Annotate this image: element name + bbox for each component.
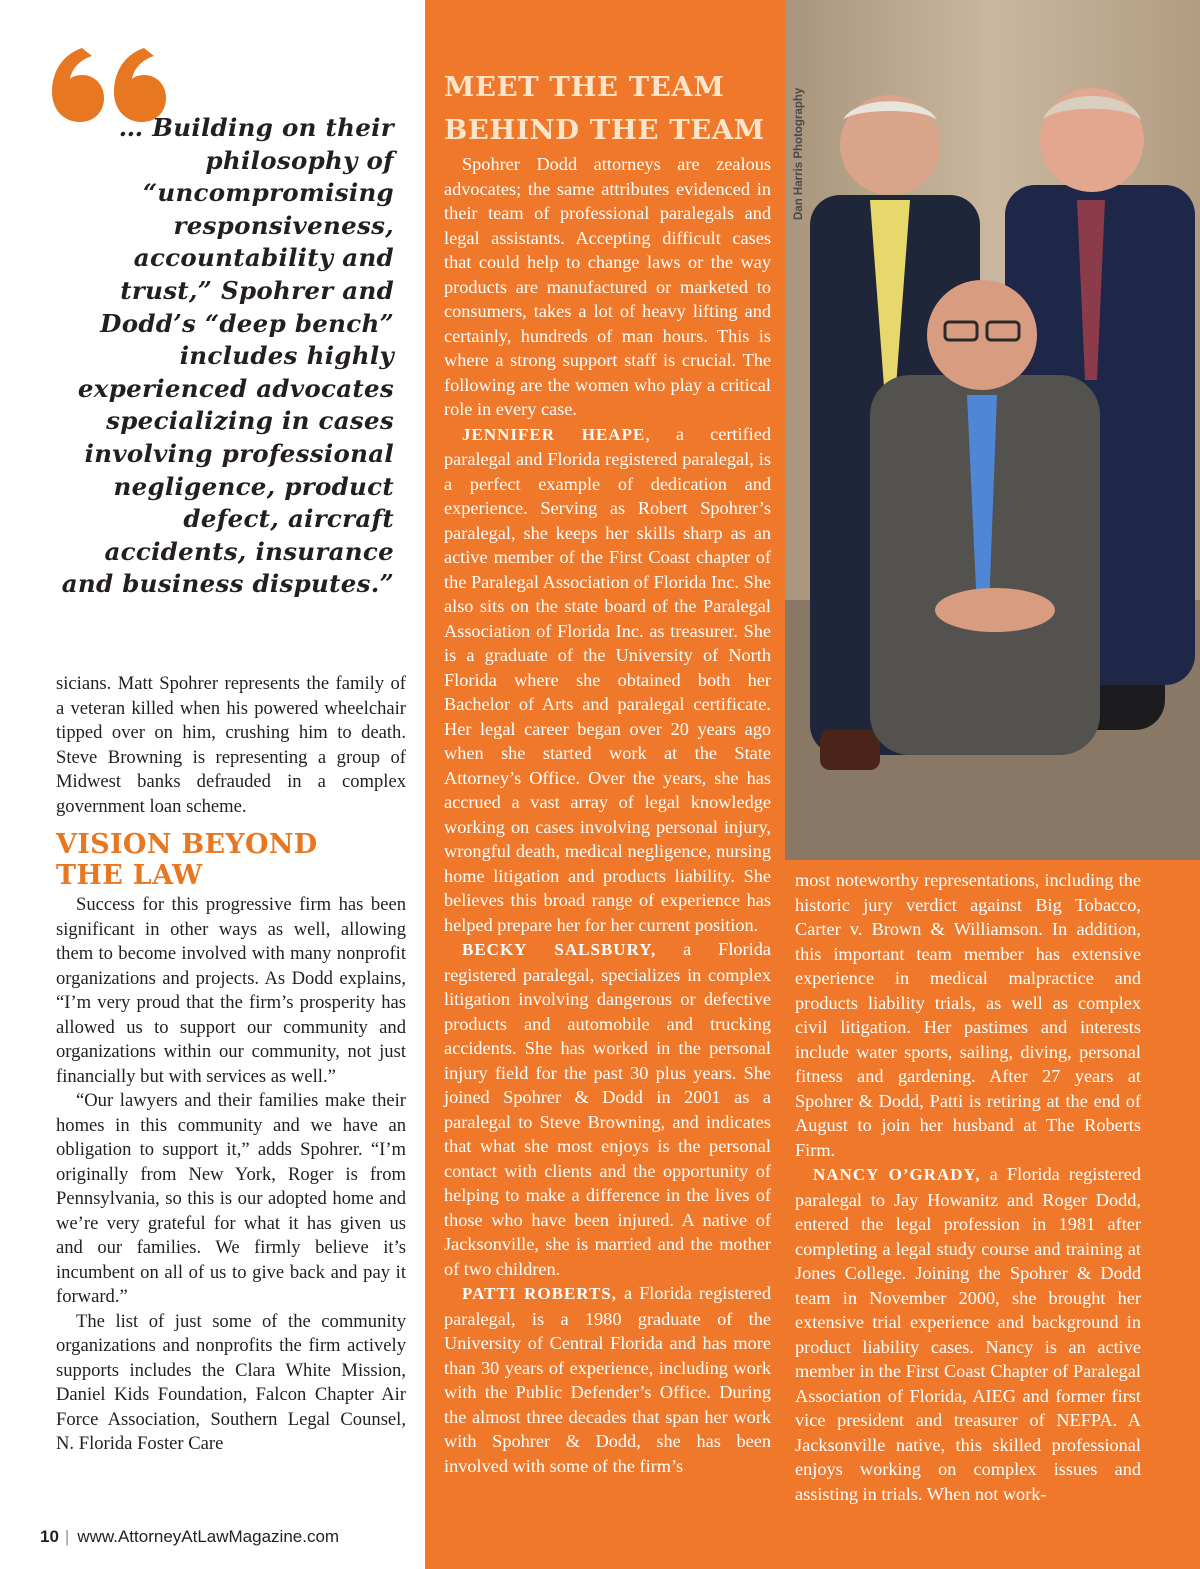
team-intro: Spohrer Dodd attorneys are zealous advocates; the same attributes evidenced in their team of professional paralegals and legal assistants. Accepting difficult cases that could help to change laws or the way products are manufactured or marketed to consumers, takes a lot of heavy lifting and certainly, hundreds of man hours. This is where a strong support staff is crucial. The following are the women who play a critical role in every case. <box>444 154 771 419</box>
middle-column <box>444 152 771 1478</box>
left-paragraph-4: The list of just some of the community organizations and nonprofits the firm actively supports includes the Clara White Mission, Daniel Kids Foundation, Falcon Chapter Air Force Association, Southern Legal Counsel, N. Florida Foster Care <box>56 1310 406 1454</box>
profile-text: , a certified paralegal and Florida registered paralegal, is a perfect example of dedication and experience. Serving as Robert Spohrer’s paralegal, she keeps her skills sharp as an active member of the First Coast chapter of the Paralegal Association of Florida Inc. She also sits on the state board of the Paralegal Association of Florida Inc. as treasurer. She is a graduate of the University of North Florida where she obtained both her Bachelor of Arts and paralegal certificate. Her legal career began over 20 years ago when she started work at the State Attorney’s Office. Over the years, she has accrued a vast array of legal knowledge working on cases involving personal injury, wrongful death, medical negligence, nursing home litigation and products liability. She believes this broad range of experience has helped prepare her for her current position. <box>444 423 771 935</box>
section-heading-vision <box>56 829 406 891</box>
right-column <box>795 868 1141 1506</box>
profile-name: NANCY O’GRADY, <box>813 1165 981 1184</box>
profile-text: a Florida registered paralegal, specializes in complex litigation involving dangerous or defective products and automobile and trucking accidents. She has worked in the personal injury field for the past 30 plus years. She joined Spohrer & Dodd in 2001 as a paralegal to Steve Browning, and indicates that what she most enjoys is the personal contact with clients and the opportunity of helping to make a difference in the lives of those who have been injured. A native of Jacksonville, she is married and the mother of two children. <box>444 939 771 1279</box>
left-paragraph-3: “Our lawyers and their families make their homes in this community and we have an obligation to support it,” adds Spohrer. “I’m originally from New York, Roger is from Pennsylvania, so this is our adopted home and we’re very grateful for what it has given us and our families. We firmly believe it’s incumbent on all of us to give back and pay it forward.” <box>56 1090 406 1307</box>
team-photo <box>785 0 1200 860</box>
profile-text: a Florida registered paralegal, is a 1980 graduate of the University of Central Florida and has more than 30 years of experience, including work with the Public Defender’s Office. During the almost three decades that span her work with Spohrer & Dodd, she has been involved with some of the firm’s <box>444 1283 771 1476</box>
section-heading-line: MEET THE TEAM <box>444 71 725 103</box>
profile-patti-continued: most noteworthy representations, including the historic jury verdict against Big Tobacco, Carter v. Brown & Williamson. In addition, this important team member has extensive experience in medical malpractice and products liability trials, as well as complex civil litigation. Her pastimes and interests include water sports, sailing, diving, personal fitness and gardening. After 27 years at Spohrer & Dodd, Patti is retiring at the end of August to join her husband at The Roberts Firm. <box>795 870 1141 1160</box>
left-paragraph-1: sicians. Matt Spohrer represents the family of a veteran killed when his powered wheelchair tipped over on him, crushing him to death. Steve Browning is representing a group of Midwest banks defrauded in a complex government loan scheme. <box>56 673 406 817</box>
page-number: 10 <box>40 1527 59 1546</box>
footer-divider: | <box>64 1527 70 1546</box>
section-heading-team <box>444 66 784 152</box>
profile-becky <box>444 937 771 1281</box>
profile-patti <box>444 1281 771 1478</box>
section-heading-line: BEHIND THE TEAM <box>444 114 765 146</box>
section-heading-line: VISION BEYOND <box>56 829 318 860</box>
pull-quote: … Building on their philosophy of “uncompromising responsiveness, accountability and trust,” Spohrer and Dodd’s “deep bench” includes highly experienced advocates specializing in cases involving professional negligence, product defect, aircraft accidents, insurance and business disputes.” <box>61 113 394 599</box>
left-paragraph-2: Success for this progressive firm has been significant in other ways as well, allowing them to become involved with many nonprofit organizations and projects. As Dodd explains, “I’m very proud that the firm’s prosperity has allowed us to support our community and organizations within our community, not just financially but with services as well.” <box>56 894 406 1087</box>
left-column <box>56 672 406 1457</box>
profile-nancy <box>795 1162 1141 1506</box>
profile-jennifer <box>444 422 771 938</box>
footer-url[interactable]: www.AttorneyAtLawMagazine.com <box>77 1527 340 1546</box>
profile-name: PATTI ROBERTS, <box>462 1284 618 1303</box>
profile-name: JENNIFER HEAPE <box>462 424 646 444</box>
photo-credit: Dan Harris Photography <box>793 87 805 220</box>
page-footer <box>40 1527 420 1547</box>
profile-name: BECKY SALSBURY, <box>462 940 657 959</box>
profile-text: a Florida registered paralegal to Jay Howanitz and Roger Dodd, entered the legal profession in 1981 after completing a legal study course and training at Jones College. Joining the Spohrer & Dodd team in November 2000, she brought her extensive trial experience and background in product liability cases. Nancy is an active member in the First Coast Chapter of Paralegal Association of Florida, AIEG and former first vice president and treasurer of NEFPA. A Jacksonville native, this skilled professional enjoys working on complex issues and assisting in trials. When not work- <box>795 1164 1141 1504</box>
team-photo-illustration <box>785 0 1200 860</box>
section-heading-line: THE LAW <box>56 860 203 891</box>
